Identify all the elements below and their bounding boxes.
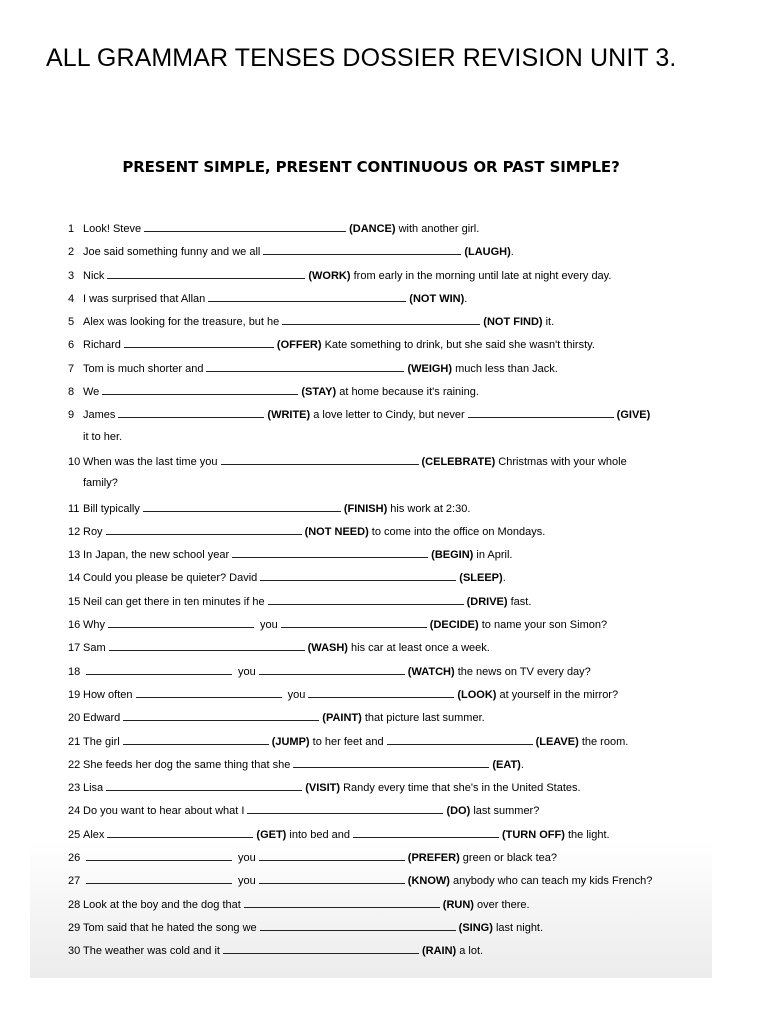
verb-prompt: (PREFER) xyxy=(407,852,460,865)
exercise-row xyxy=(68,687,688,710)
answer-blank[interactable] xyxy=(118,407,264,418)
exercise-number: 16 xyxy=(68,619,81,632)
sentence-text: you xyxy=(257,619,278,632)
verb-prompt: (WEIGH) xyxy=(407,362,453,375)
verb-prompt: (STAY) xyxy=(301,386,337,399)
exercise-row xyxy=(68,780,688,803)
answer-blank[interactable] xyxy=(107,268,305,279)
verb-prompt: (SLEEP) xyxy=(459,572,503,585)
verb-prompt: (DRIVE) xyxy=(466,595,508,608)
verb-prompt: (FINISH) xyxy=(343,502,388,515)
answer-blank[interactable] xyxy=(144,221,346,232)
verb-prompt: (GET) xyxy=(256,828,287,841)
exercise-row xyxy=(68,291,688,314)
worksheet-heading: PRESENT SIMPLE, PRESENT CONTINUOUS OR PAST SIMPLE? xyxy=(122,158,620,176)
sentence-text: at yourself in the mirror? xyxy=(496,688,619,701)
sentence-text: you xyxy=(284,688,306,701)
exercise-sentence xyxy=(83,454,627,468)
exercise-sentence xyxy=(83,244,514,258)
sentence-text: Sam xyxy=(83,642,106,655)
verb-prompt: (JUMP) xyxy=(271,735,310,748)
worksheet-image xyxy=(30,120,712,978)
exercise-number: 19 xyxy=(68,688,81,701)
exercise-row xyxy=(68,361,688,384)
exercise-row xyxy=(68,454,688,477)
exercise-sentence xyxy=(83,943,483,957)
answer-blank[interactable] xyxy=(136,687,282,698)
exercise-sentence xyxy=(83,594,531,608)
answer-blank[interactable] xyxy=(244,897,440,908)
exercise-number: 24 xyxy=(68,805,81,818)
sentence-text: Alex xyxy=(83,828,105,841)
answer-blank[interactable] xyxy=(109,640,305,651)
verb-prompt: (WRITE) xyxy=(267,409,311,422)
sentence-text: James xyxy=(83,409,116,422)
exercise-row xyxy=(68,547,688,570)
exercise-number: 8 xyxy=(68,386,75,399)
sentence-text: that picture last summer. xyxy=(361,712,485,725)
sentence-text: Kate something to drink, but she said she wasn't thirsty. xyxy=(321,339,595,352)
verb-prompt: (KNOW) xyxy=(407,875,450,888)
exercise-row xyxy=(68,431,688,454)
exercise-sentence xyxy=(83,920,543,934)
exercise-sentence xyxy=(83,268,611,282)
exercise-row xyxy=(68,221,688,244)
answer-blank[interactable] xyxy=(123,710,319,721)
exercise-row xyxy=(68,477,688,500)
sentence-text: She feeds her dog the same thing that she xyxy=(83,758,291,771)
exercise-sentence xyxy=(83,314,554,328)
answer-blank[interactable] xyxy=(263,244,461,255)
verb-prompt: (GIVE) xyxy=(616,409,651,422)
exercise-sentence xyxy=(83,384,479,398)
sentence-text: to name your son Simon? xyxy=(478,619,608,632)
sentence-text: Tom said that he hated the song we xyxy=(83,921,257,934)
answer-blank[interactable] xyxy=(208,291,406,302)
exercise-row xyxy=(68,803,688,826)
sentence-text: Why xyxy=(83,619,105,632)
answer-blank[interactable] xyxy=(206,361,404,372)
verb-prompt: (LOOK) xyxy=(457,688,497,701)
exercise-number: 7 xyxy=(68,362,75,375)
exercise-row xyxy=(68,314,688,337)
sentence-text: family? xyxy=(83,477,118,490)
document-title: ALL GRAMMAR TENSES DOSSIER REVISION UNIT 3. xyxy=(46,44,677,72)
exercise-number: 22 xyxy=(68,758,81,771)
verb-prompt: (LAUGH) xyxy=(464,246,511,259)
sentence-text: fast. xyxy=(507,595,532,608)
answer-blank[interactable] xyxy=(259,873,405,884)
exercise-row xyxy=(68,827,688,850)
sentence-text: When was the last time you xyxy=(83,455,218,468)
exercise-sentence xyxy=(83,477,118,489)
exercise-sentence xyxy=(83,617,607,631)
exercise-row xyxy=(68,617,688,640)
sentence-text: Do you want to hear about what I xyxy=(83,805,245,818)
exercise-row xyxy=(68,501,688,524)
sentence-text: Bill typically xyxy=(83,502,140,515)
sentence-text: from early in the morning until late at night every day. xyxy=(350,269,612,282)
exercise-number: 28 xyxy=(68,898,81,911)
verb-prompt: (NOT NEED) xyxy=(304,525,369,538)
sentence-text: Randy every time that she's in the United States. xyxy=(340,782,581,795)
exercise-number: 18 xyxy=(68,665,81,678)
sentence-text: The weather was cold and it xyxy=(83,945,220,958)
answer-blank[interactable] xyxy=(259,664,405,675)
exercise-number: 13 xyxy=(68,549,81,562)
verb-prompt: (LEAVE) xyxy=(535,735,579,748)
sentence-text: . xyxy=(520,758,524,771)
exercise-sentence xyxy=(83,850,557,864)
sentence-text: to come into the office on Mondays. xyxy=(368,525,546,538)
exercise-row xyxy=(68,570,688,593)
sentence-text: the room. xyxy=(578,735,629,748)
sentence-text: I was surprised that Allan xyxy=(83,292,206,305)
sentence-text: Look at the boy and the dog that xyxy=(83,898,241,911)
sentence-text: the news on TV every day? xyxy=(454,665,591,678)
exercise-number: 10 xyxy=(68,455,81,468)
exercise-sentence xyxy=(83,803,539,817)
exercise-row xyxy=(68,268,688,291)
answer-blank[interactable] xyxy=(223,943,419,954)
sentence-text: How often xyxy=(83,688,133,701)
sentence-text: Richard xyxy=(83,339,121,352)
sentence-text: to her feet and xyxy=(309,735,384,748)
answer-blank[interactable] xyxy=(282,314,480,325)
exercise-sentence xyxy=(83,873,652,887)
sentence-text: with another girl. xyxy=(395,223,480,235)
sentence-text: The girl xyxy=(83,735,120,748)
exercise-sentence xyxy=(83,897,530,911)
exercise-number: 29 xyxy=(68,921,81,934)
exercise-number: 11 xyxy=(68,502,80,515)
sentence-text: We xyxy=(83,386,100,399)
answer-blank[interactable] xyxy=(260,920,456,931)
answer-blank[interactable] xyxy=(106,524,302,535)
sentence-text: green or black tea? xyxy=(459,852,557,865)
verb-prompt: (WATCH) xyxy=(407,665,455,678)
exercise-sentence xyxy=(83,221,479,235)
exercise-row xyxy=(68,710,688,733)
exercise-number: 27 xyxy=(68,875,81,888)
answer-blank[interactable] xyxy=(468,407,614,418)
sentence-text: anybody who can teach my kids French? xyxy=(449,875,653,888)
exercise-row xyxy=(68,943,688,966)
sentence-text: a love letter to Cindy, but never xyxy=(310,409,465,422)
exercise-sentence xyxy=(83,664,591,678)
sentence-text: In Japan, the new school year xyxy=(83,549,230,562)
verb-prompt: (NOT FIND) xyxy=(483,316,543,329)
exercise-number: 26 xyxy=(68,852,81,865)
sentence-text: much less than Jack. xyxy=(452,362,558,375)
answer-blank[interactable] xyxy=(143,501,341,512)
answer-blank[interactable] xyxy=(281,617,427,628)
answer-blank[interactable] xyxy=(260,570,456,581)
sentence-text: it. xyxy=(542,316,555,329)
verb-prompt: (EAT) xyxy=(492,758,521,771)
sentence-text: in April. xyxy=(473,549,513,562)
sentence-text: Tom is much shorter and xyxy=(83,362,204,375)
exercise-number: 1 xyxy=(68,223,75,235)
answer-blank[interactable] xyxy=(124,337,274,348)
exercise-number: 30 xyxy=(68,945,81,958)
sentence-text: it to her. xyxy=(83,430,123,443)
verb-prompt: (RUN) xyxy=(442,898,474,911)
exercise-sentence xyxy=(83,291,467,305)
sentence-text: Nick xyxy=(83,269,105,282)
exercise-sentence xyxy=(83,827,610,841)
verb-prompt: (WORK) xyxy=(308,269,351,282)
exercise-number: 6 xyxy=(68,339,75,352)
exercise-sentence xyxy=(83,547,512,561)
sentence-text: Lisa xyxy=(83,782,104,795)
exercise-row xyxy=(68,734,688,757)
exercise-number: 2 xyxy=(68,246,75,259)
answer-blank[interactable] xyxy=(86,873,232,884)
exercise-sentence xyxy=(83,570,506,584)
answer-blank[interactable] xyxy=(86,664,232,675)
sentence-text: Look! Steve xyxy=(83,223,142,235)
answer-blank[interactable] xyxy=(232,547,428,558)
exercise-number: 4 xyxy=(68,292,75,305)
exercise-row xyxy=(68,873,688,896)
exercise-row xyxy=(68,524,688,547)
verb-prompt: (VISIT) xyxy=(305,782,341,795)
exercise-row xyxy=(68,850,688,873)
sentence-text: . xyxy=(510,246,514,259)
exercise-number: 23 xyxy=(68,782,81,795)
exercise-sentence xyxy=(83,734,628,748)
answer-blank[interactable] xyxy=(353,827,499,838)
exercise-number: 25 xyxy=(68,828,81,841)
sentence-text: his work at 2:30. xyxy=(387,502,471,515)
answer-blank[interactable] xyxy=(293,757,489,768)
exercise-number: 5 xyxy=(68,316,75,329)
exercise-number: 17 xyxy=(68,642,81,655)
verb-prompt: (DANCE) xyxy=(349,223,396,235)
exercise-row xyxy=(68,337,688,360)
exercise-row xyxy=(68,757,688,780)
exercise-row xyxy=(68,897,688,920)
verb-prompt: (CELEBRATE) xyxy=(421,455,496,468)
exercise-sentence xyxy=(83,431,122,443)
verb-prompt: (TURN OFF) xyxy=(501,828,565,841)
answer-blank[interactable] xyxy=(107,827,253,838)
exercise-sentence xyxy=(83,780,581,794)
exercise-sentence xyxy=(83,501,470,515)
exercise-number: 21 xyxy=(68,735,81,748)
sentence-text: Neil can get there in ten minutes if he xyxy=(83,595,265,608)
exercise-number: 12 xyxy=(68,525,81,538)
sentence-text: Roy xyxy=(83,525,103,538)
sentence-text: his car at least once a week. xyxy=(347,642,490,655)
sentence-text: at home because it's raining. xyxy=(336,386,479,399)
exercise-row xyxy=(68,407,688,430)
sentence-text: Could you please be quieter? David xyxy=(83,572,258,585)
sentence-text: . xyxy=(464,292,468,305)
verb-prompt: (PAINT) xyxy=(322,712,362,725)
sentence-text: you xyxy=(235,852,256,865)
verb-prompt: (WASH) xyxy=(307,642,348,655)
sentence-text: you xyxy=(235,875,256,888)
answer-blank[interactable] xyxy=(268,594,464,605)
answer-blank[interactable] xyxy=(123,734,269,745)
verb-prompt: (OFFER) xyxy=(276,339,322,352)
exercise-row xyxy=(68,384,688,407)
verb-prompt: (NOT WIN) xyxy=(409,292,465,305)
answer-blank[interactable] xyxy=(108,617,254,628)
exercise-sentence xyxy=(83,337,595,351)
exercise-row xyxy=(68,640,688,663)
answer-blank[interactable] xyxy=(102,384,298,395)
sentence-text: Edward xyxy=(83,712,121,725)
exercise-number: 9 xyxy=(68,409,75,422)
exercise-number: 14 xyxy=(68,572,81,585)
exercise-sentence xyxy=(83,687,618,701)
exercise-sentence xyxy=(83,640,490,654)
sentence-text: a lot. xyxy=(456,945,484,958)
verb-prompt: (RAIN) xyxy=(421,945,457,958)
answer-blank[interactable] xyxy=(308,687,454,698)
exercise-number: 3 xyxy=(68,269,75,282)
answer-blank[interactable] xyxy=(86,850,232,861)
answer-blank[interactable] xyxy=(106,780,302,791)
answer-blank[interactable] xyxy=(221,454,419,465)
sentence-text: into bed and xyxy=(286,828,350,841)
answer-blank[interactable] xyxy=(387,734,533,745)
exercise-sentence xyxy=(83,407,650,421)
sentence-text: last night. xyxy=(492,921,544,934)
sentence-text: last summer? xyxy=(470,805,540,818)
exercise-number: 15 xyxy=(68,595,81,608)
exercise-sentence xyxy=(83,710,485,724)
sentence-text: Christmas with your whole xyxy=(495,455,627,468)
exercise-number: 20 xyxy=(68,712,81,725)
verb-prompt: (DO) xyxy=(446,805,471,818)
exercise-list xyxy=(68,221,688,967)
sentence-text: Joe said something funny and we all xyxy=(83,246,261,259)
verb-prompt: (DECIDE) xyxy=(429,619,479,632)
exercise-sentence xyxy=(83,524,545,538)
sentence-text: Alex was looking for the treasure, but he xyxy=(83,316,280,329)
answer-blank[interactable] xyxy=(259,850,405,861)
exercise-row xyxy=(68,664,688,687)
sentence-text: . xyxy=(502,572,506,585)
verb-prompt: (BEGIN) xyxy=(431,549,474,562)
sentence-text: you xyxy=(235,665,256,678)
exercise-sentence xyxy=(83,757,524,771)
exercise-row xyxy=(68,594,688,617)
exercise-sentence xyxy=(83,361,558,375)
sentence-text: over there. xyxy=(473,898,530,911)
verb-prompt: (SING) xyxy=(458,921,493,934)
answer-blank[interactable] xyxy=(247,803,443,814)
exercise-row xyxy=(68,920,688,943)
sentence-text: the light. xyxy=(564,828,610,841)
exercise-row xyxy=(68,244,688,267)
